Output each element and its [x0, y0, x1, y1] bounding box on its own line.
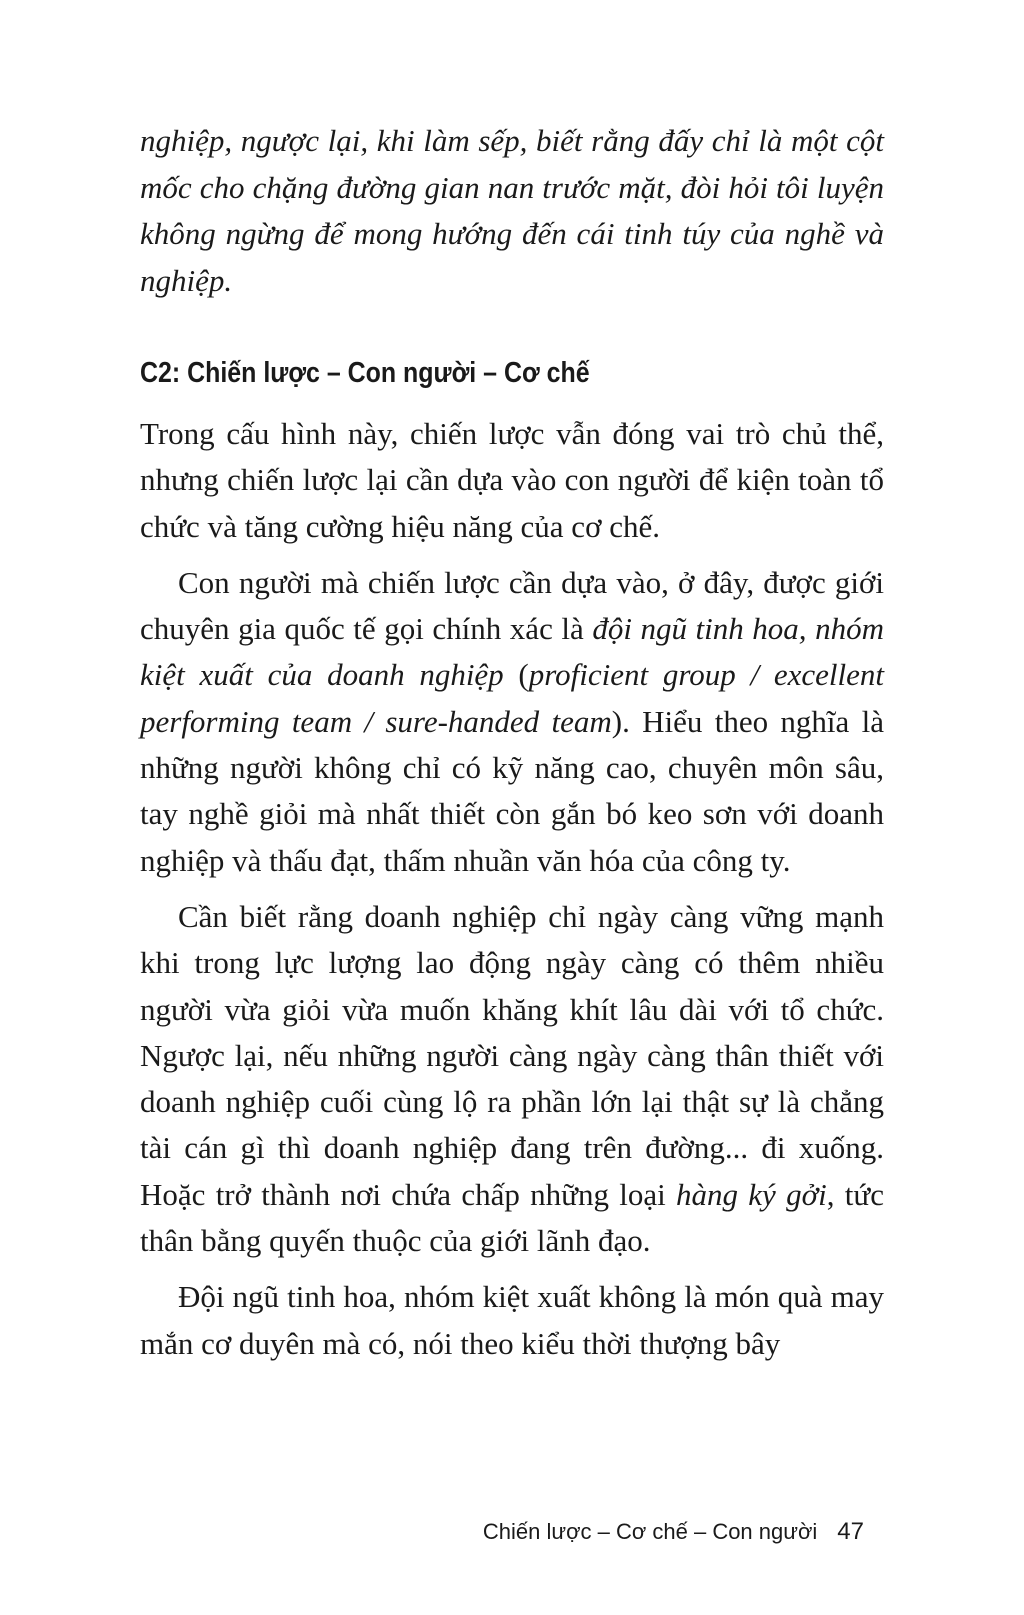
paragraph-1: Trong cấu hình này, chiến lược vẫn đóng vai trò chủ thể, nhưng chiến lược lại cần dựa vào con người để kiện toàn tổ chức và tăng cường hiệu năng của cơ chế.	[140, 416, 884, 544]
paragraph-2-text-c: (	[503, 657, 529, 693]
paragraph-2-text-a: Con người mà chiến lược cần dựa vào, ở đây, được giới chuyên gia quốc tế gọi chính xác là	[140, 564, 884, 647]
paragraph-3	[140, 894, 884, 1264]
page-footer	[0, 1518, 864, 1546]
page-number: 47	[837, 1518, 864, 1545]
section-heading: C2: Chiến lược – Con người – Cơ chế	[140, 357, 590, 389]
paragraph-4: Đội ngũ tinh hoa, nhóm kiệt xuất không là món quà may mắn cơ duyên mà có, nói theo kiểu thời thượng bây	[140, 1279, 884, 1361]
paragraph-3-text-a: Cần biết rằng doanh nghiệp chỉ ngày càng vững mạnh khi trong lực lượng lao động ngày càng có thêm nhiều người vừa giỏi vừa muốn khăng khít lâu dài với tổ chức. Ngược lại, nếu những người càng ngày càng thân thiết với doanh nghiệp cuối cùng lộ ra phần lớn lại thật sự là chẳng tài cán gì thì doanh nghiệp đang trên đường... đi xuống. Hoặc trở thành nơi chứa chấp những loại	[140, 898, 884, 1212]
paragraph-2-text-e: ). Hiểu theo nghĩa là những người không chỉ có kỹ năng cao, chuyên môn sâu, tay nghề giỏi mà nhất thiết còn gắn bó keo sơn với doanh nghiệp và thấu đạt, thấm nhuần văn hóa của công ty.	[140, 703, 884, 878]
intro-paragraph: nghiệp, ngược lại, khi làm sếp, biết rằng đấy chỉ là một cột mốc cho chặng đường gian nan trước mặt, đòi hỏi tôi luyện không ngừng để mong hướng đến cái tinh túy của nghề và nghiệp.	[140, 123, 884, 298]
paragraph-2-italic-english: proficient group / excellent performing team / sure-handed team	[140, 657, 884, 739]
paragraph-3-text-c: , tức thân bằng quyến thuộc của giới lãnh đạo.	[140, 1176, 884, 1259]
paragraph-2	[140, 560, 884, 884]
running-title: Chiến lược – Cơ chế – Con người	[482, 1519, 818, 1544]
paragraph-3-italic-term: hàng ký gởi	[676, 1176, 827, 1212]
page-body	[140, 118, 884, 1377]
paragraph-2-italic-term: đội ngũ tinh hoa, nhóm kiệt xuất của doanh nghiệp	[140, 611, 884, 693]
